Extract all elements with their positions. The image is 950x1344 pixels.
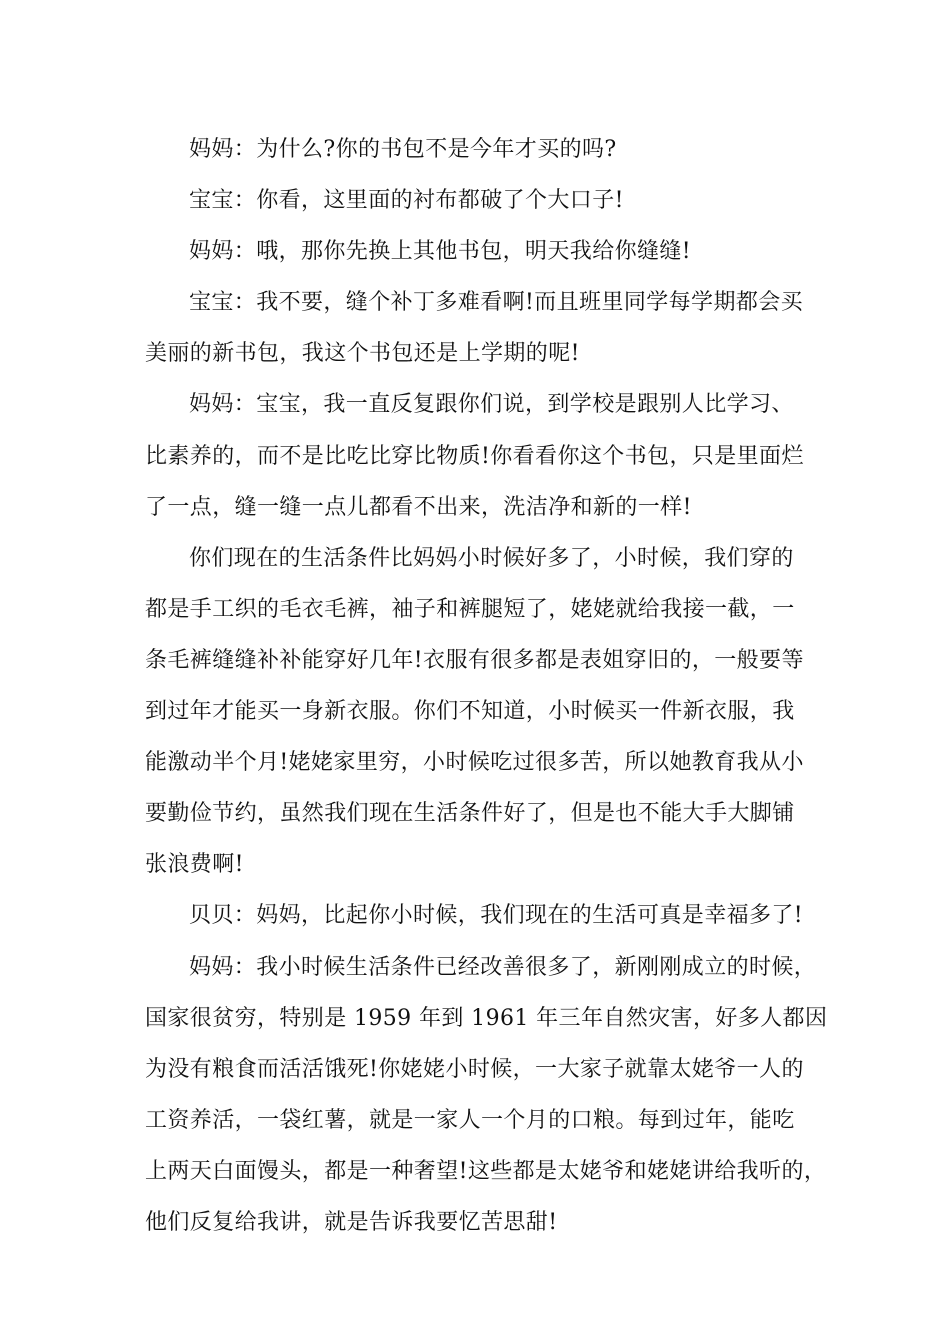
text-line: 妈妈：宝宝，我一直反复跟你们说，到学校是跟别人比学习、 bbox=[189, 392, 794, 418]
paragraph-1 bbox=[145, 124, 825, 175]
text-line: 宝宝：你看，这里面的衬布都破了个大口子! bbox=[189, 188, 624, 214]
paragraph-2 bbox=[145, 175, 825, 226]
text-line: 贝贝：妈妈，比起你小时候，我们现在的生活可真是幸福多了! bbox=[189, 903, 804, 929]
dialogue-text-body bbox=[145, 124, 828, 1248]
text-line: 妈妈：哦，那你先换上其他书包，明天我给你缝缝! bbox=[189, 239, 692, 265]
paragraph-8 bbox=[145, 942, 828, 1249]
text-line: 他们反复给我讲，就是告诉我要忆苦思甜! bbox=[145, 1209, 558, 1235]
text-line: 能激动半个月!姥姥家里穷，小时候吃过很多苦，所以她教育我从小 bbox=[145, 750, 804, 776]
text-line: 宝宝：我不要，缝个补丁多难看啊!而且班里同学每学期都会买 bbox=[189, 290, 804, 316]
text-line: 上两天白面馒头，都是一种奢望!这些都是太姥爷和姥姥讲给我听的， bbox=[145, 1158, 827, 1184]
text-line: 工资养活，一袋红薯，就是一家人一个月的口粮。每到过年，能吃 bbox=[145, 1107, 795, 1133]
text-line: 张浪费啊! bbox=[145, 852, 244, 878]
paragraph-5 bbox=[145, 379, 825, 532]
text-line: 国家很贫穷，特别是 1959 年到 1961 年三年自然灾害，好多人都因 bbox=[145, 1005, 828, 1031]
text-line: 到过年才能买一身新衣服。你们不知道，小时候买一件新衣服，我 bbox=[145, 699, 795, 725]
text-line: 你们现在的生活条件比妈妈小时候好多了，小时候，我们穿的 bbox=[189, 545, 794, 571]
text-line: 妈妈：我小时候生活条件已经改善很多了，新刚刚成立的时候， bbox=[189, 954, 817, 980]
text-line: 比素养的，而不是比吃比穿比物质!你看看你这个书包，只是里面烂 bbox=[145, 443, 804, 469]
text-line: 了一点，缝一缝一点儿都看不出来，洗洁净和新的一样! bbox=[145, 494, 692, 520]
paragraph-4 bbox=[145, 277, 825, 379]
text-line: 要勤俭节约，虽然我们现在生活条件好了，但是也不能大手大脚铺 bbox=[145, 801, 795, 827]
paragraph-6 bbox=[145, 533, 825, 891]
text-line: 都是手工织的毛衣毛裤，袖子和裤腿短了，姥姥就给我接一截，一 bbox=[145, 596, 795, 622]
text-line: 条毛裤缝缝补补能穿好几年!衣服有很多都是表姐穿旧的，一般要等 bbox=[145, 647, 804, 673]
paragraph-7 bbox=[145, 890, 825, 941]
text-line: 为没有粮食而活活饿死!你姥姥小时候，一大家子就靠太姥爷一人的 bbox=[145, 1056, 804, 1082]
text-line: 妈妈：为什么?你的书包不是今年才买的吗? bbox=[189, 137, 617, 162]
paragraph-3 bbox=[145, 226, 825, 277]
text-line: 美丽的新书包，我这个书包还是上学期的呢! bbox=[145, 341, 580, 367]
